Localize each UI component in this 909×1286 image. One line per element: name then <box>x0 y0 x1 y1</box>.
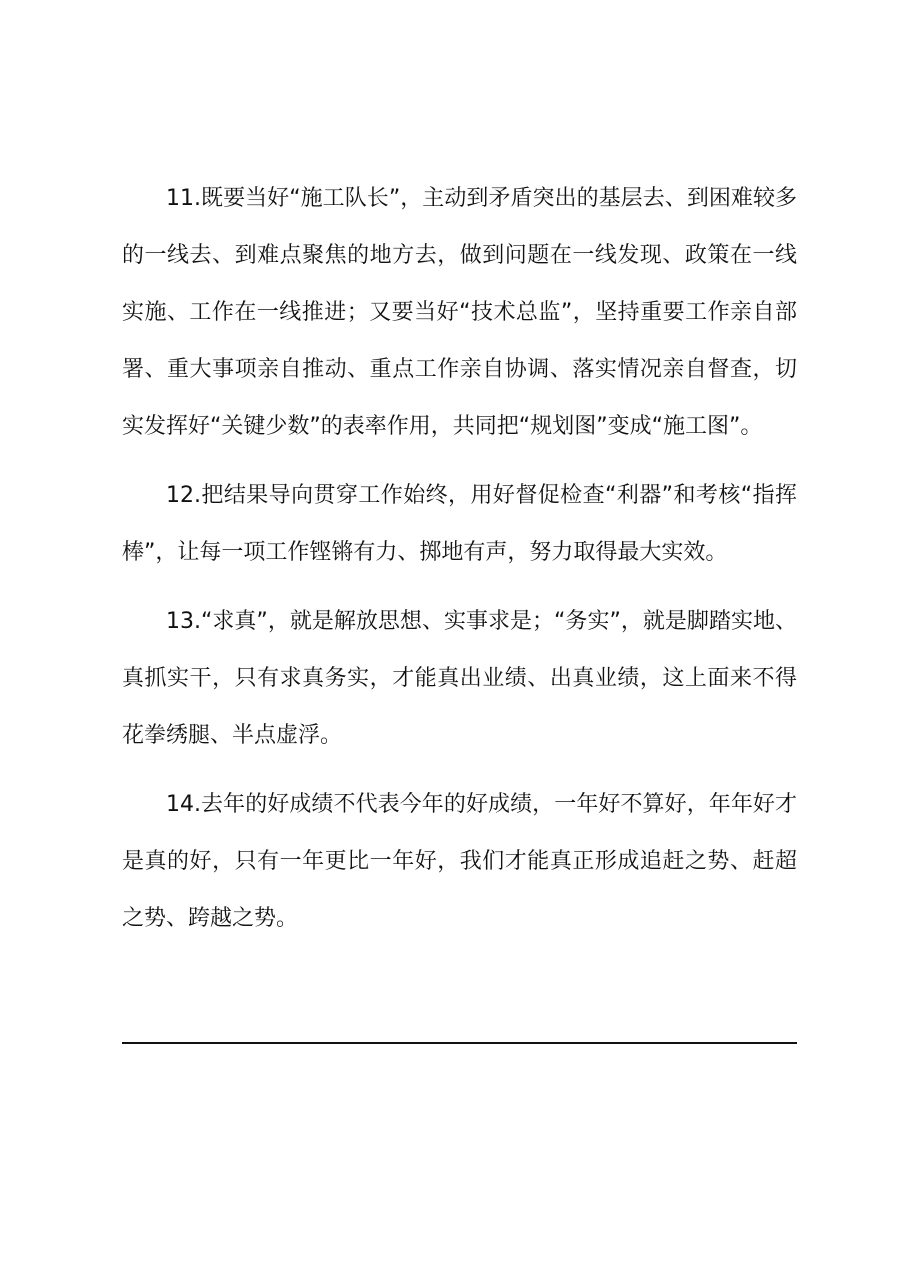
document-body <box>122 170 797 959</box>
paragraph-11: 11.既要当好“施工队长”，主动到矛盾突出的基层去、到困难较多的一线去、到难点聚焦的地方去，做到问题在一线发现、政策在一线实施、工作在一线推进；又要当好“技术总监”，坚持重要工作亲自部署、重大事项亲自推动、重点工作亲自协调、落实情况亲自督查，切实发挥好“关键少数”的表率作用，共同把“规划图”变成“施工图”。 <box>122 186 797 439</box>
paragraph-14: 14.去年的好成绩不代表今年的好成绩，一年好不算好，年年好才是真的好，只有一年更比一年好，我们才能真正形成追赶之势、赶超之势、跨越之势。 <box>122 792 797 931</box>
bottom-divider-line <box>122 1042 797 1044</box>
paragraph-12: 12.把结果导向贯穿工作始终，用好督促检查“利器”和考核“指挥棒”，让每一项工作铿锵有力、掷地有声，努力取得最大实效。 <box>122 483 797 565</box>
paragraph-13: 13.“求真”，就是解放思想、实事求是；“务实”，就是脚踏实地、真抓实干，只有求真务实，才能真出业绩、出真业绩，这上面来不得花拳绣腿、半点虚浮。 <box>122 609 797 748</box>
